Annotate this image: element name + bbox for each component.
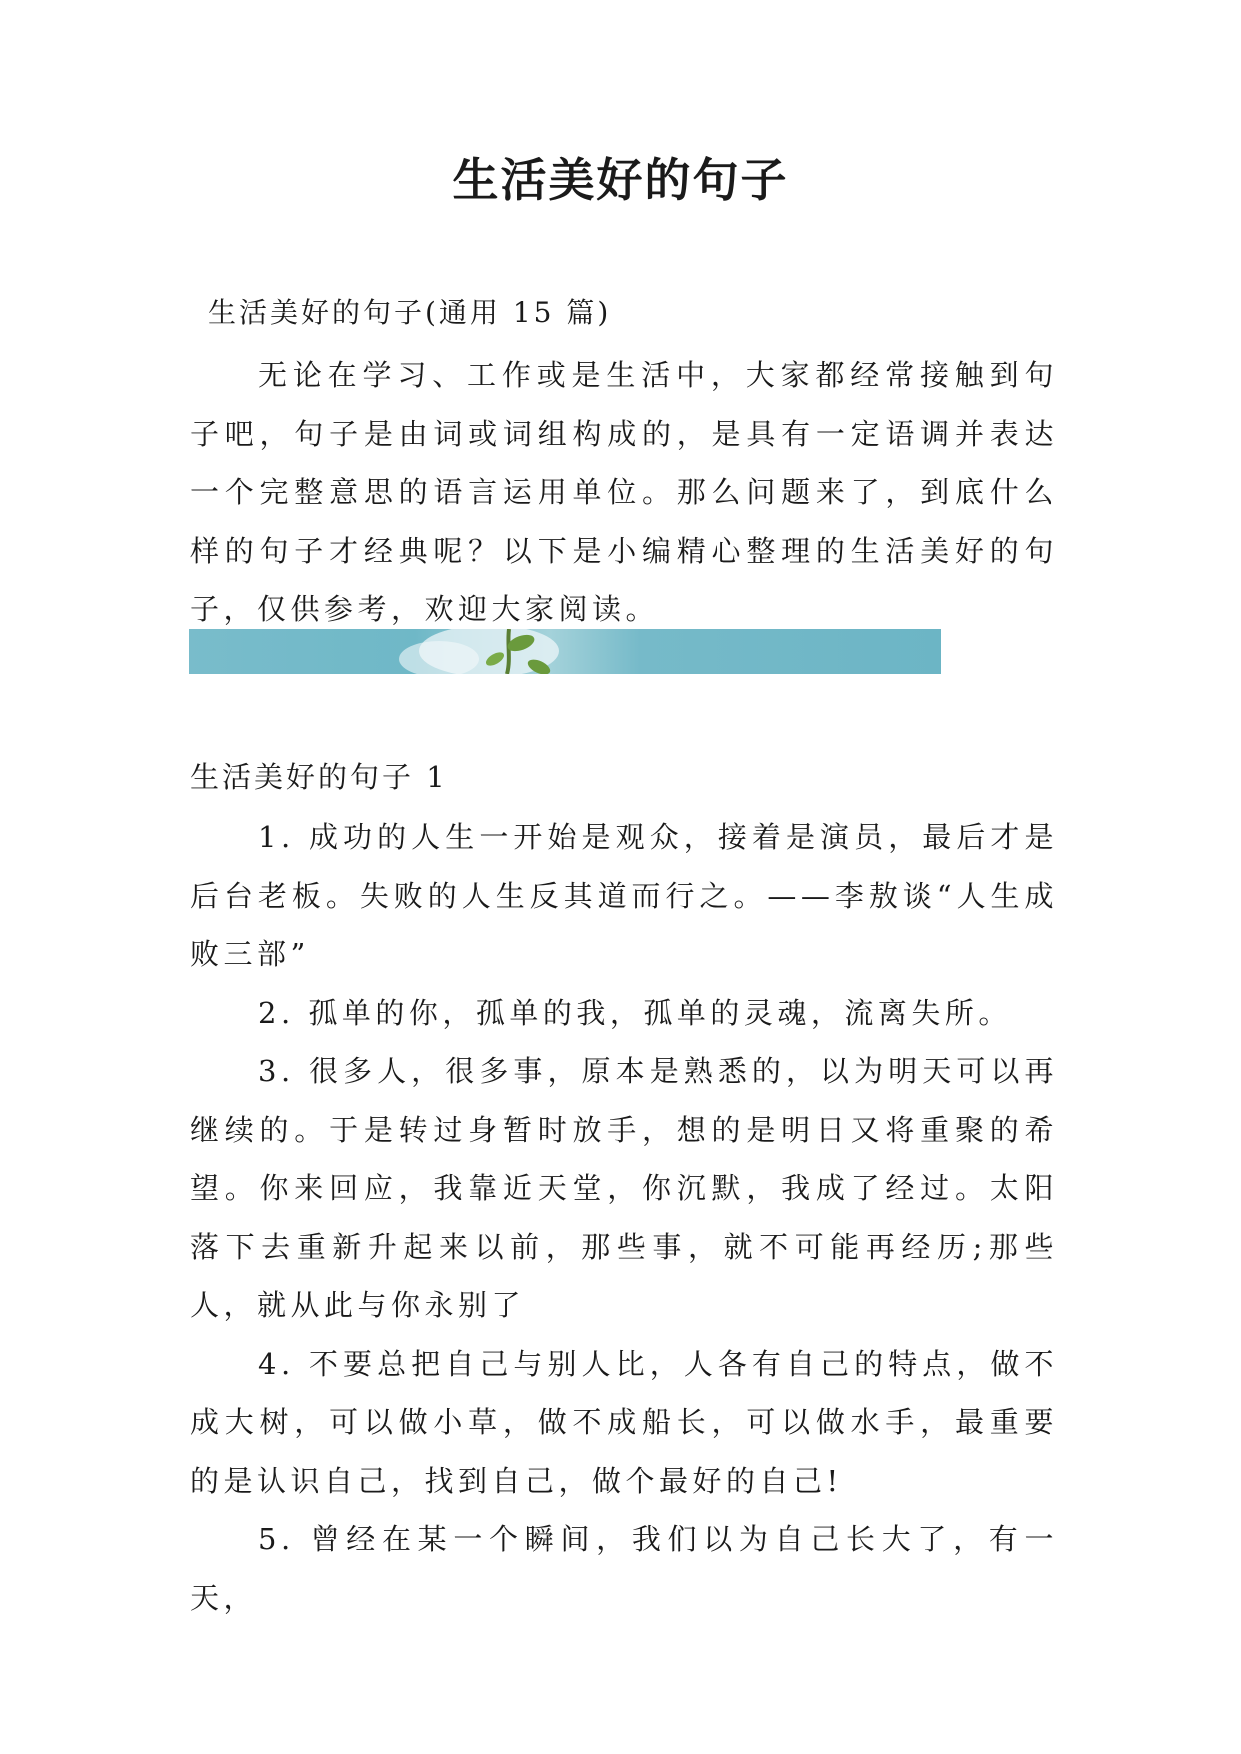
sentence-list xyxy=(190,808,1058,1627)
page-title: 生活美好的句子 xyxy=(452,153,789,207)
stem-shape xyxy=(507,629,509,674)
list-item: 3. 很多人，很多事，原本是熟悉的，以为明天可以再继续的。于是转过身暂时放手，想的是明日又将重聚的希望。你来回应，我靠近天堂，你沉默，我成了经过。太阳落下去重新升起来以前，那些事，就不可能再经历;那些人，就从此与你永别了 xyxy=(190,1054,1058,1322)
list-item: 2. 孤单的你，孤单的我，孤单的灵魂，流离失所。 xyxy=(258,995,1012,1030)
section-heading: 生活美好的句子 1 xyxy=(190,760,448,794)
list-item: 5. 曾经在某一个瞬间，我们以为自己长大了，有一天， xyxy=(190,1522,1058,1615)
intro-paragraph: 无论在学习、工作或是生活中，大家都经常接触到句子吧，句子是由词或词组构成的，是具有一定语调并表达一个完整意思的语言运用单位。那么问题来了，到底什么样的句子才经典呢？以下是小编精心整理的生活美好的句子，仅供参考，欢迎大家阅读。 xyxy=(190,358,1058,626)
banner-image xyxy=(189,629,941,674)
list-item: 4. 不要总把自己与别人比，人各有自己的特点，做不成大树，可以做小草，做不成船长，可以做水手，最重要的是认识自己，找到自己，做个最好的自己! xyxy=(190,1346,1058,1498)
list-item: 1. 成功的人生一开始是观众，接着是演员，最后才是后台老板。失败的人生反其道而行之。——李敖谈“人生成败三部” xyxy=(190,820,1058,971)
sprout-illustration xyxy=(189,629,941,674)
document-subtitle: 生活美好的句子(通用 15 篇) xyxy=(208,296,612,329)
